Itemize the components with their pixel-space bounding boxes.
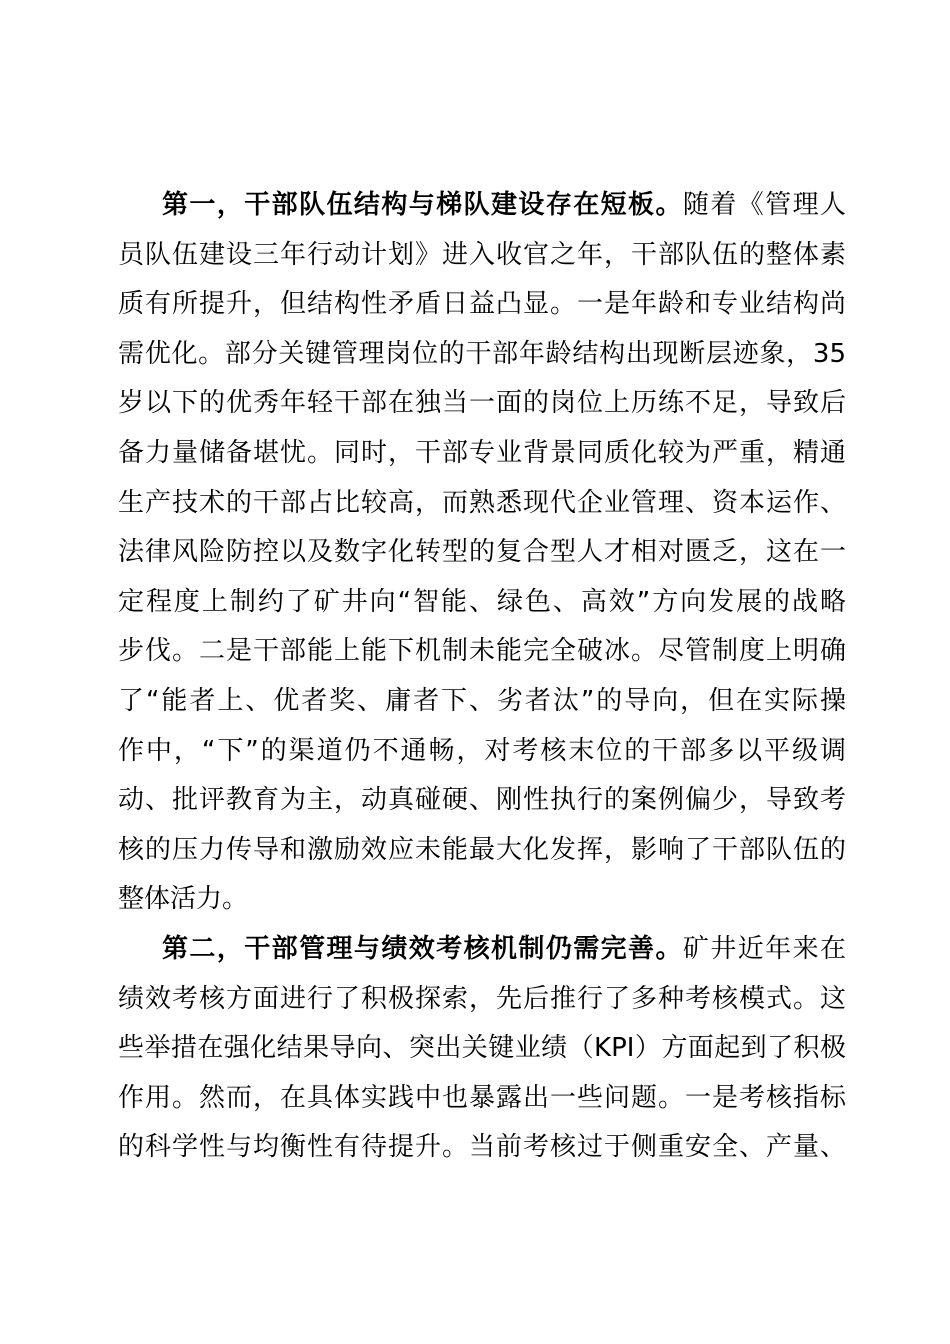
body-text: 绩效考核方面进行了积极探索，先后推行了多种考核模式。这 bbox=[118, 983, 846, 1014]
text-line bbox=[118, 975, 846, 1025]
text-line bbox=[118, 181, 846, 231]
body-text: 随着《管理人 bbox=[682, 190, 846, 220]
body-text: 动、批评教育为主，动真碰硬、刚性执行的案例偏少，导致考 bbox=[118, 785, 846, 816]
body-text: 的科学性与均衡性有待提升。当前考核过于侧重安全、产量、 bbox=[118, 1132, 846, 1163]
body-text: 法律风险防控以及数字化转型的复合型人才相对匮乏，这在一 bbox=[118, 537, 846, 568]
body-text: 员队伍建设三年行动计划》进入收官之年，干部队伍的整体素 bbox=[118, 239, 846, 270]
body-text: 作中，“下”的渠道仍不通畅，对考核末位的干部多以平级调 bbox=[118, 735, 846, 766]
text-line bbox=[118, 875, 846, 925]
body-text: 需优化。部分关键管理岗位的干部年龄结构出现断层迹象，35 bbox=[118, 338, 846, 369]
text-line bbox=[118, 379, 846, 429]
body-text: 质有所提升，但结构性矛盾日益凸显。一是年龄和专业结构尚 bbox=[118, 289, 846, 320]
body-text: 些举措在强化结果导向、突出关键业绩（KPI）方面起到了积极 bbox=[118, 1033, 846, 1064]
text-line bbox=[118, 826, 846, 876]
text-line bbox=[118, 1123, 846, 1173]
text-line bbox=[118, 776, 846, 826]
body-text: 生产技术的干部占比较高，而熟悉现代企业管理、资本运作、 bbox=[118, 487, 846, 518]
body-text: 核的压力传导和激励效应未能最大化发挥，影响了干部队伍的 bbox=[118, 834, 846, 865]
paragraph-2 bbox=[118, 925, 846, 1173]
body-text: 整体活力。 bbox=[118, 884, 249, 915]
paragraph-1 bbox=[118, 181, 846, 925]
text-line bbox=[118, 1024, 846, 1074]
text-line bbox=[118, 429, 846, 479]
body-text: 备力量储备堪忧。同时，干部专业背景同质化较为严重，精通 bbox=[118, 437, 846, 468]
text-line bbox=[118, 330, 846, 380]
body-text: 岁以下的优秀年轻干部在独当一面的岗位上历练不足，导致后 bbox=[118, 388, 846, 419]
text-line bbox=[118, 231, 846, 281]
text-line bbox=[118, 627, 846, 677]
body-text: 步伐。二是干部能上能下机制未能完全破冰。尽管制度上明确 bbox=[118, 636, 846, 667]
text-line bbox=[118, 677, 846, 727]
body-text: 矿井近年来在 bbox=[682, 933, 846, 964]
body-text: 作用。然而，在具体实践中也暴露出一些问题。一是考核指标 bbox=[118, 1082, 846, 1113]
text-line bbox=[118, 925, 846, 975]
text-line bbox=[118, 578, 846, 628]
body-text: 定程度上制约了矿井向“智能、绿色、高效”方向发展的战略 bbox=[118, 586, 846, 617]
text-line bbox=[118, 280, 846, 330]
document-body bbox=[118, 181, 846, 1173]
text-line bbox=[118, 1074, 846, 1124]
text-line bbox=[118, 528, 846, 578]
text-line bbox=[118, 727, 846, 777]
bold-lead-text: 第二，干部管理与绩效考核机制仍需完善。 bbox=[162, 933, 683, 964]
body-text: 了“能者上、优者奖、庸者下、劣者汰”的导向，但在实际操 bbox=[118, 685, 846, 716]
bold-lead-text: 第一，干部队伍结构与梯队建设存在短板。 bbox=[162, 190, 683, 220]
text-line bbox=[118, 479, 846, 529]
